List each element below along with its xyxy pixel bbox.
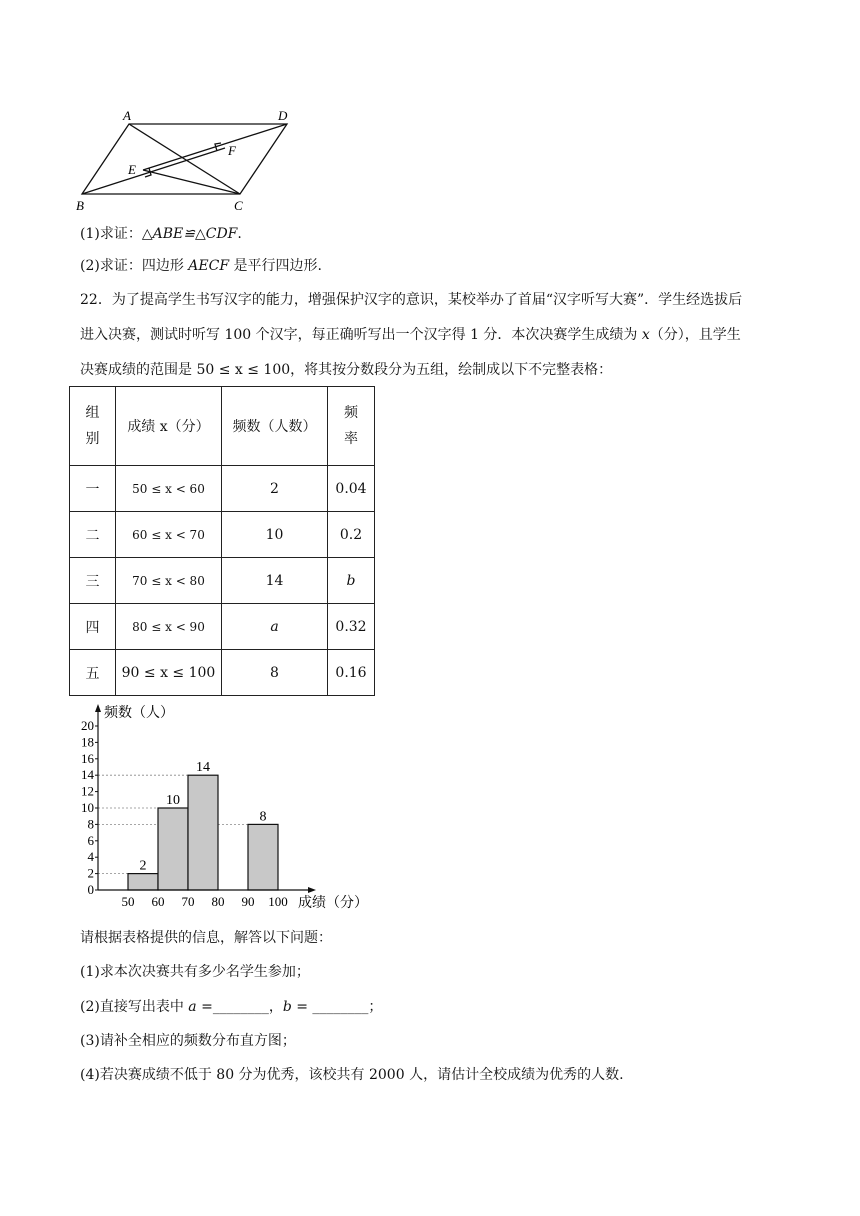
header-rate-1: 频 <box>344 405 358 421</box>
q21-part2-suffix: 是平行四边形. <box>229 258 322 274</box>
point-label-c: C <box>234 198 243 213</box>
x-tick-label: 50 <box>121 894 135 909</box>
row-count: 10 <box>222 512 328 558</box>
y-tick-label: 0 <box>87 882 94 897</box>
row-group: 一 <box>70 466 116 512</box>
histogram-y-label: 频数（人） <box>104 706 174 721</box>
y-tick-label: 12 <box>81 783 94 799</box>
bar-data-label: 14 <box>196 760 210 776</box>
q22-intro-line3 <box>80 360 612 380</box>
histogram-bar <box>248 824 278 890</box>
row-rate: 0.04 <box>328 466 375 512</box>
x-tick-label: 70 <box>181 894 195 909</box>
table-row <box>70 604 375 650</box>
q21-part1-prefix: (1)求证： <box>80 226 142 242</box>
row-rate: 0.16 <box>328 650 375 696</box>
y-tick-label: 6 <box>87 832 94 848</box>
diagonal-ac <box>129 124 240 194</box>
y-tick-label: 14 <box>81 767 94 783</box>
question-1: (1)求本次决赛共有多少名学生参加； <box>80 964 310 980</box>
row-rate: 0.32 <box>328 604 375 650</box>
row-count: 2 <box>222 466 328 512</box>
x-tick-label: 100 <box>268 894 288 909</box>
questions-intro: 请根据表格提供的信息，解答以下问题： <box>80 930 332 946</box>
x-tick-label: 80 <box>211 894 225 909</box>
header-rate-2: 率 <box>344 431 358 447</box>
header-rate <box>328 387 375 466</box>
q22-intro-line2 <box>80 325 741 345</box>
table-row <box>70 466 375 512</box>
point-label-e: E <box>128 162 136 177</box>
point-label-f: F <box>228 143 236 158</box>
x-tick-label: 90 <box>241 894 255 909</box>
question-2 <box>80 997 382 1017</box>
histogram-x-label: 成绩（分） <box>298 896 368 911</box>
x-tick-label: 60 <box>151 894 165 909</box>
parallelogram-figure <box>70 100 310 215</box>
q22-intro-var-x: x <box>641 327 650 343</box>
row-group: 三 <box>70 558 116 604</box>
question-2-prefix: (2)直接写出表中 <box>80 999 189 1015</box>
y-tick-label: 18 <box>81 734 94 750</box>
row-count: 8 <box>222 650 328 696</box>
q21-part2 <box>80 256 322 276</box>
table-row <box>70 650 375 696</box>
bar-data-label: 8 <box>259 809 267 825</box>
x-axis-arrow <box>308 887 316 893</box>
segment-ce <box>143 170 240 194</box>
question-4: (4)若决赛成绩不低于 80 分为优秀，该校共有 2000 人，请估计全校成绩为优秀的人数. <box>80 1067 624 1083</box>
histogram-bar <box>158 808 188 890</box>
row-range: 70 ≤ x < 80 <box>116 558 222 604</box>
y-tick-label: 2 <box>87 865 94 881</box>
y-tick-label: 8 <box>87 816 94 832</box>
q22-intro-line3a: 决赛成绩的范围是 <box>80 362 197 378</box>
header-count: 频数（人数） <box>222 387 328 466</box>
header-group-2: 别 <box>85 431 100 447</box>
q22-intro-line2b: （分），且学生 <box>649 327 741 343</box>
histogram-bar <box>128 874 158 890</box>
table-row <box>70 512 375 558</box>
row-group: 二 <box>70 512 116 558</box>
q22-intro-line2a: 进入决赛，测试时听写 100 个汉字，每正确听写出一个汉字得 1 分．本次决赛学生成绩为 <box>80 327 642 343</box>
q21-part1 <box>80 224 242 244</box>
q21-part1-end: . <box>237 226 242 242</box>
row-range: 50 ≤ x < 60 <box>116 466 222 512</box>
frequency-table <box>69 386 375 696</box>
header-group-1: 组 <box>85 405 100 421</box>
q21-part1-math: △ABE≌△CDF <box>141 226 238 242</box>
histogram-bar <box>188 775 218 890</box>
row-rate: b <box>328 558 375 604</box>
row-range: 80 ≤ x < 90 <box>116 604 222 650</box>
header-score: 成绩 x（分） <box>116 387 222 466</box>
bar-data-label: 10 <box>166 793 180 808</box>
y-tick-label: 10 <box>81 800 94 815</box>
row-count: 14 <box>222 558 328 604</box>
frequency-histogram <box>60 700 390 915</box>
question-2-eq1: =________， <box>196 999 283 1015</box>
row-group: 五 <box>70 650 116 696</box>
point-label-b: B <box>76 198 84 213</box>
y-tick-label: 20 <box>81 718 94 733</box>
q22-intro-line1: 22．为了提高学生书写汉字的能力，增强保护汉字的意识，某校举办了首届“汉字听写大赛”．学生经选拔后 <box>80 292 743 308</box>
question-2-var-a: a <box>188 999 197 1015</box>
header-group <box>70 387 116 466</box>
y-axis-arrow <box>95 704 101 712</box>
table-header-row <box>70 387 375 466</box>
y-tick-label: 4 <box>87 849 94 865</box>
point-label-d: D <box>278 108 288 123</box>
row-rate: 0.2 <box>328 512 375 558</box>
q22-intro-range: 50 ≤ x ≤ 100 <box>196 362 291 378</box>
q21-part2-math: AECF <box>188 258 230 274</box>
table-row <box>70 558 375 604</box>
question-3: (3)请补全相应的频数分布直方图； <box>80 1033 296 1049</box>
row-range: 60 ≤ x < 70 <box>116 512 222 558</box>
q22-intro-line3b: ，将其按分数段分为五组，绘制成以下不完整表格： <box>290 362 613 378</box>
row-range: 90 ≤ x ≤ 100 <box>116 650 222 696</box>
row-count: a <box>222 604 328 650</box>
bar-data-label: 2 <box>139 858 147 874</box>
question-2-var-b: b <box>282 999 292 1015</box>
question-2-eq2: = ________； <box>291 999 383 1015</box>
point-label-a: A <box>123 108 131 123</box>
y-tick-label: 16 <box>81 750 94 766</box>
row-group: 四 <box>70 604 116 650</box>
q21-part2-prefix: (2)求证：四边形 <box>80 258 189 274</box>
